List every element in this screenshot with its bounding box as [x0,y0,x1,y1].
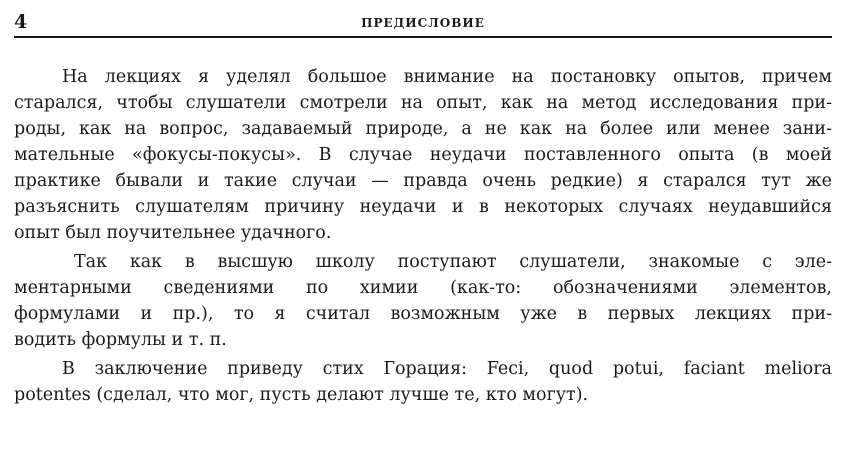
text-line: практике бывали и такие случаи — правда очень редкие) я старался тут же [14,171,832,191]
paragraph-3 [14,356,832,382]
text-line: водить формулы и т. п. [14,330,227,350]
running-title: ПРЕДИСЛОВИЕ [361,16,485,30]
paragraph-1 [14,64,832,90]
page-number: 4 [14,11,28,33]
page-header [14,8,832,38]
text-line: На лекциях я уделял большое внимание на постановку опытов, причем [62,67,832,87]
text-line: potentes (сделал, что мог, пусть делают лучше те, кто могут). [14,385,589,405]
paragraph-1-continued [14,90,832,246]
paragraph-3-continued [14,382,832,408]
text-line: мательные «фокусы-покусы». В случае неудачи поставленного опыта (в моей [14,145,832,165]
paragraph-2 [14,249,832,275]
text-line: ментарными сведениями по химии (как-то: обозначениями элементов, [14,278,832,298]
text-line: старался, чтобы слушатели смотрели на опыт, как на метод исследования при- [14,93,832,113]
paragraph-2-continued [14,275,832,353]
text-line: опыт был поучительнее удачного. [14,223,332,243]
text-line: Так как в высшую школу поступают слушатели, знакомые с эле- [74,252,832,272]
text-line: В заключение приведу стих Горация: Feci, quod potui, faciant meliora [62,359,832,379]
text-line: роды, как на вопрос, задаваемый природе, а не как на более или менее зани- [14,119,832,139]
text-line: формулами и пр.), то я считал возможным уже в первых лекциях при- [14,304,832,324]
text-line: разъяснить слушателям причину неудачи и в некоторых случаях неудавшийся [14,197,832,217]
body-text [14,64,832,408]
